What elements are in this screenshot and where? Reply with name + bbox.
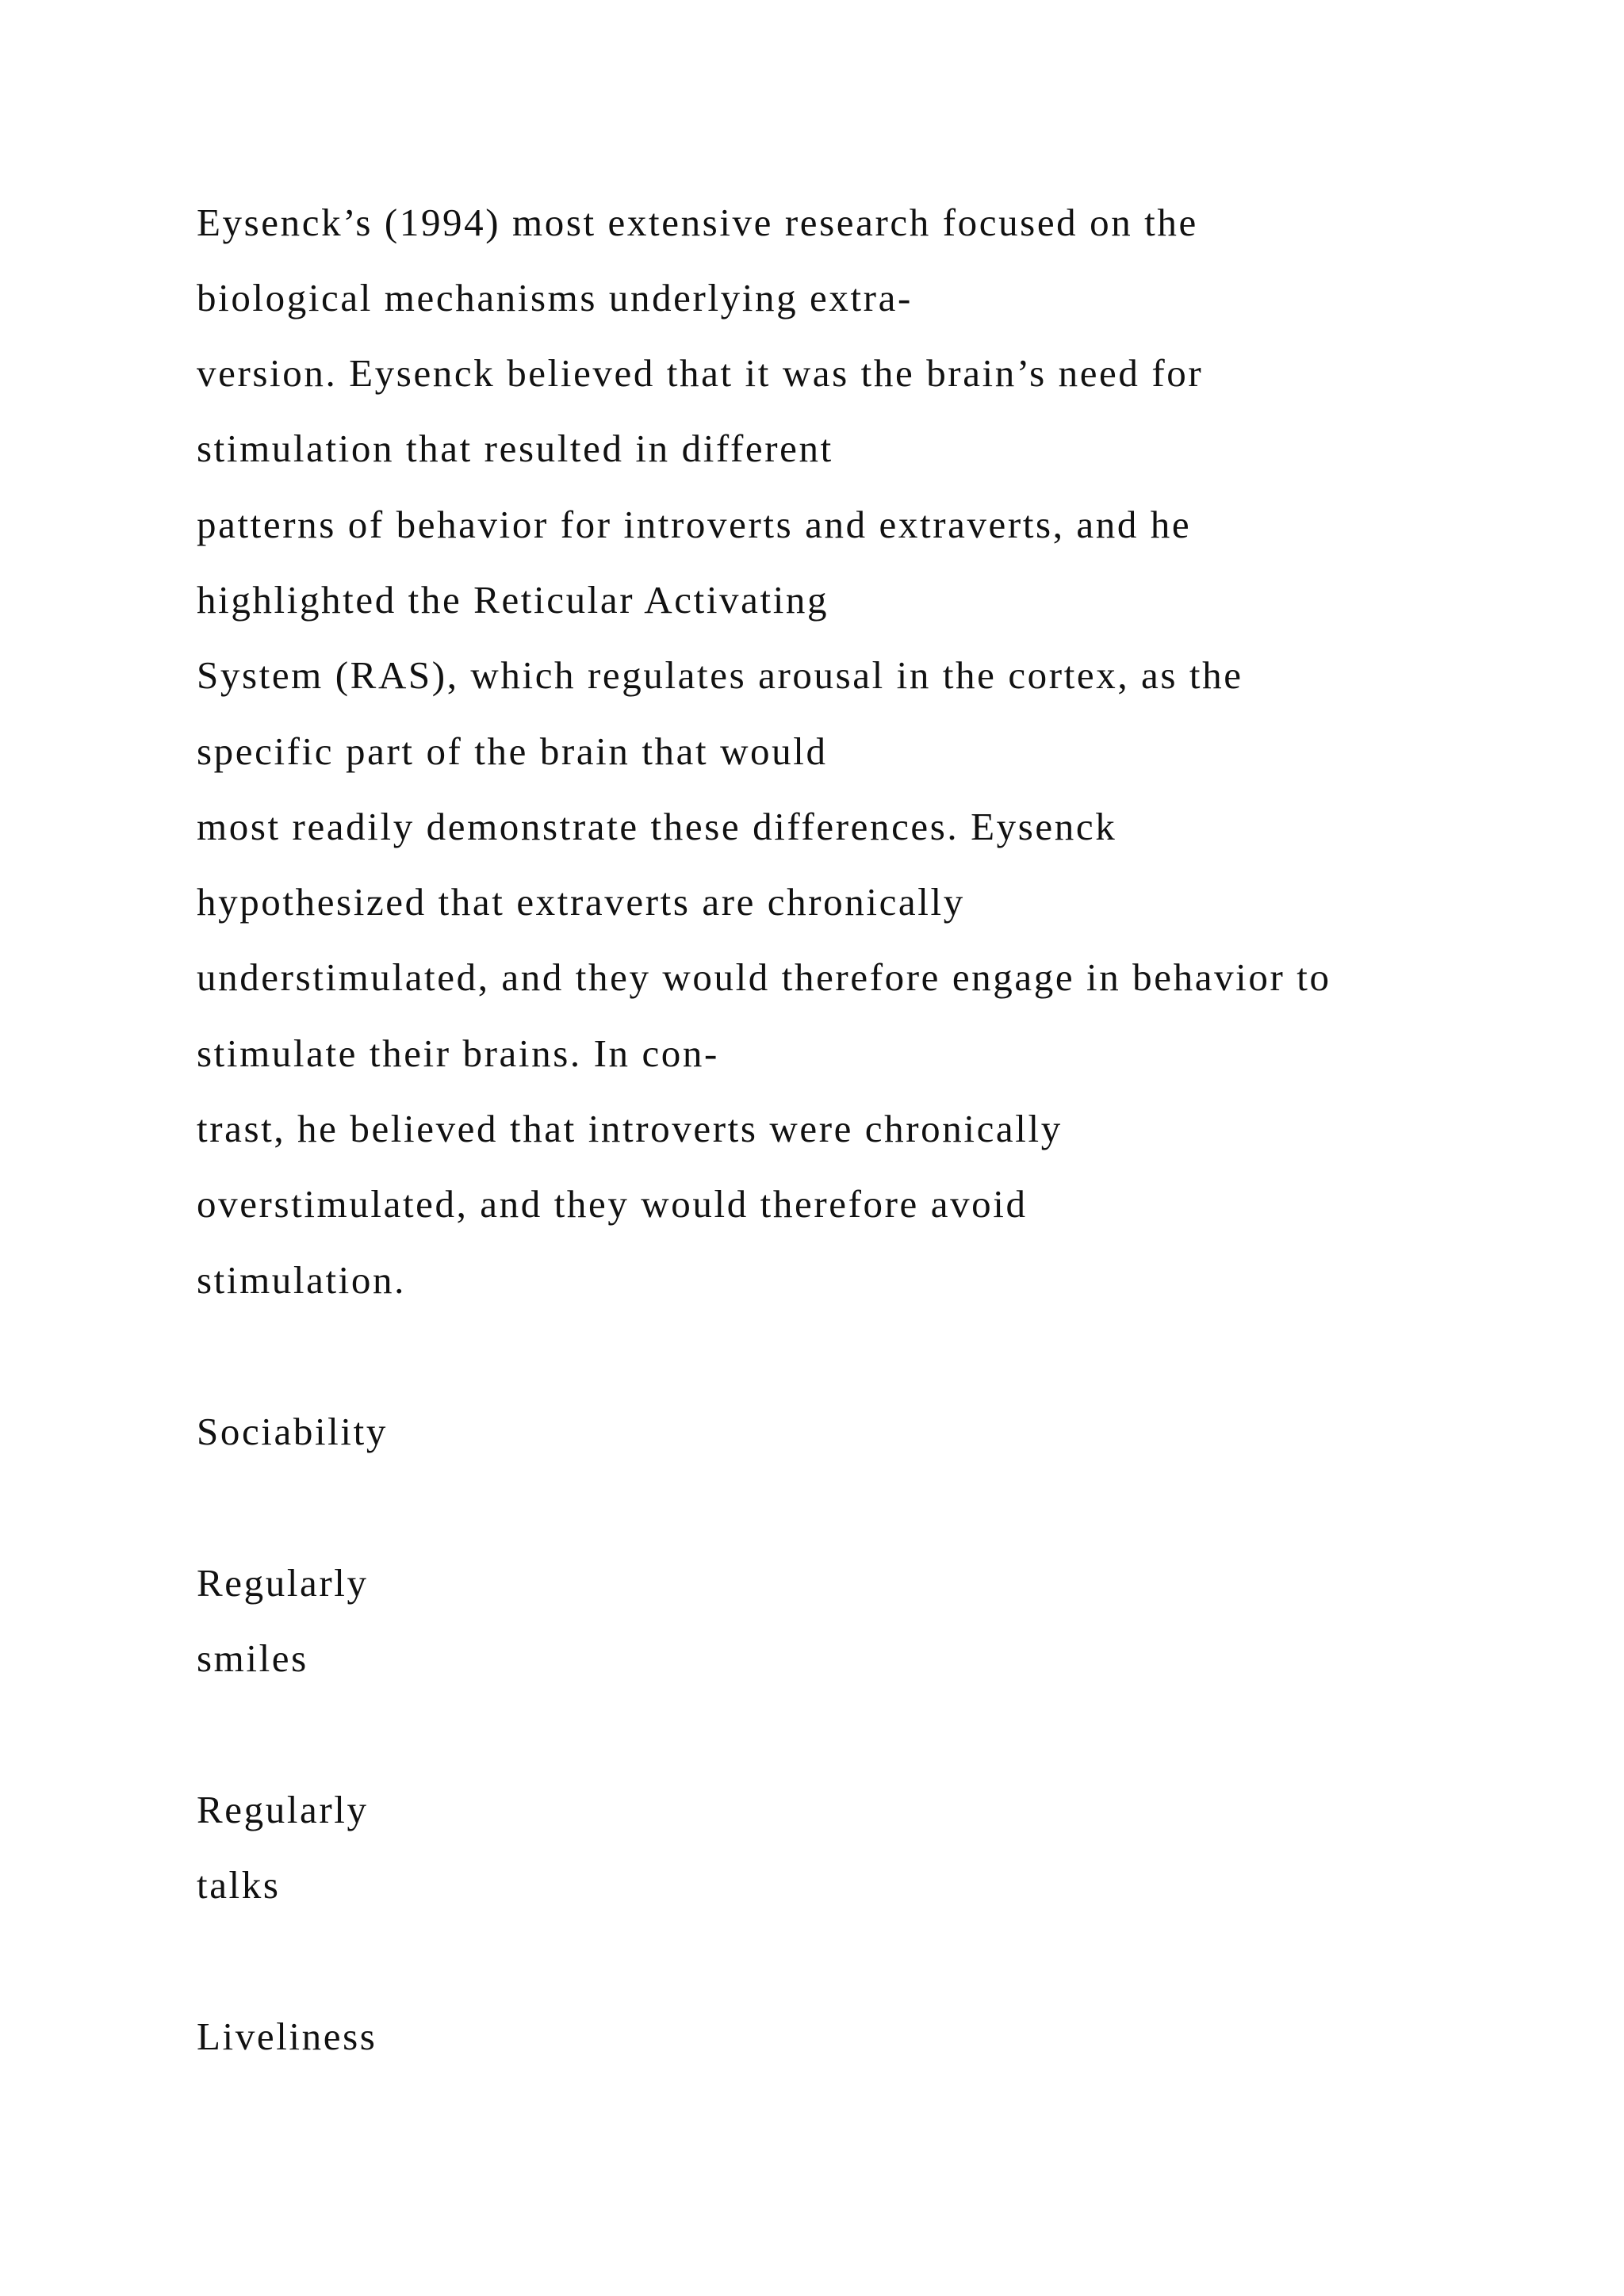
paragraph-line-2: biological mechanisms underlying extra- xyxy=(197,276,913,320)
heading-regularly-smiles-line-2: smiles xyxy=(197,1636,308,1680)
paragraph-line-5: patterns of behavior for introverts and extraverts, and he xyxy=(197,503,1192,546)
paragraph-line-9: most readily demonstrate these differences. Eysenck xyxy=(197,805,1117,848)
paragraph-line-12: stimulate their brains. In con- xyxy=(197,1031,719,1075)
paragraph-line-11: understimulated, and they would therefore engage in behavior to xyxy=(197,955,1331,999)
paragraph-line-1: Eysenck’s (1994) most extensive research focused on the xyxy=(197,201,1198,244)
heading-regularly-smiles-line-1: Regularly xyxy=(197,1561,369,1605)
heading-sociability: Sociability xyxy=(197,1410,388,1453)
paragraph-line-15: stimulation. xyxy=(197,1258,406,1302)
paragraph-line-4: stimulation that resulted in different xyxy=(197,427,833,470)
paragraph-line-8: specific part of the brain that would xyxy=(197,729,828,773)
paragraph-line-14: overstimulated, and they would therefore avoid xyxy=(197,1182,1028,1226)
heading-regularly-talks-line-2: talks xyxy=(197,1863,281,1907)
heading-regularly-talks-line-1: Regularly xyxy=(197,1788,369,1831)
paragraph-line-7: System (RAS), which regulates arousal in the cortex, as the xyxy=(197,653,1243,697)
heading-liveliness: Liveliness xyxy=(197,2015,377,2058)
paragraph-line-6: highlighted the Reticular Activating xyxy=(197,578,829,622)
paragraph-line-13: trast, he believed that introverts were chronically xyxy=(197,1107,1063,1150)
paragraph-line-3: version. Eysenck believed that it was the brain’s need for xyxy=(197,351,1204,395)
paragraph-line-10: hypothesized that extraverts are chronically xyxy=(197,880,965,924)
